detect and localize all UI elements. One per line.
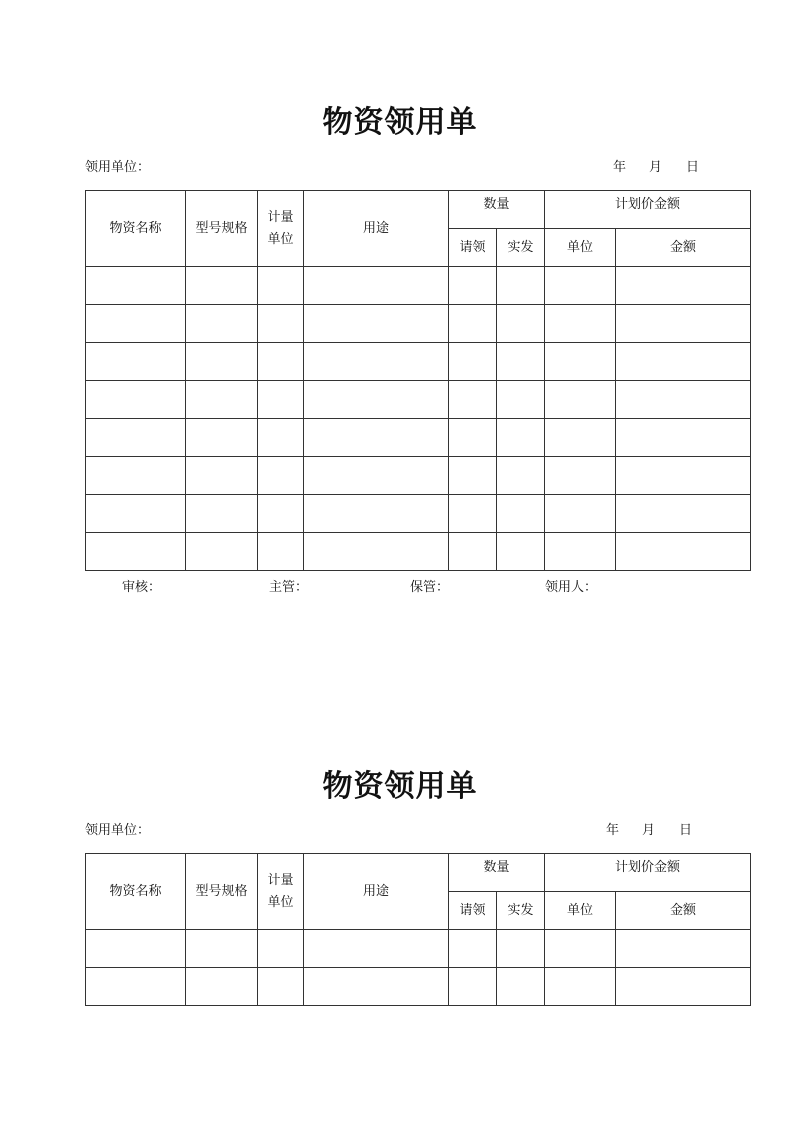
- table-cell[interactable]: [304, 267, 449, 305]
- table-cell[interactable]: [186, 968, 258, 1006]
- table-row: [86, 267, 751, 305]
- table-row: [86, 305, 751, 343]
- table-cell[interactable]: [497, 419, 545, 457]
- table-cell[interactable]: [497, 533, 545, 571]
- header-requested: 请领: [449, 229, 497, 267]
- table-row: [86, 343, 751, 381]
- table-cell[interactable]: [258, 968, 304, 1006]
- table-cell[interactable]: [86, 495, 186, 533]
- table-cell[interactable]: [258, 495, 304, 533]
- table-cell[interactable]: [497, 495, 545, 533]
- table-header-row: [86, 854, 751, 892]
- table-cell[interactable]: [86, 968, 186, 1006]
- header-measure-line1: 计量: [267, 209, 294, 225]
- header-material-name: 物资名称: [86, 854, 186, 930]
- header-material-name: 物资名称: [86, 191, 186, 267]
- header-measure-unit: [258, 854, 304, 930]
- table-cell[interactable]: [616, 381, 751, 419]
- header-measure-unit: [258, 191, 304, 267]
- table-row: [86, 495, 751, 533]
- table-row: [86, 533, 751, 571]
- table-cell[interactable]: [86, 457, 186, 495]
- table-cell[interactable]: [616, 419, 751, 457]
- requisition-unit-label: 领用单位：: [85, 823, 151, 838]
- header-purpose: 用途: [304, 854, 449, 930]
- table-cell[interactable]: [497, 343, 545, 381]
- supervisor-label: 主管：: [269, 580, 309, 595]
- header-amount: 金额: [616, 229, 751, 267]
- table-cell[interactable]: [545, 267, 616, 305]
- table-cell[interactable]: [449, 381, 497, 419]
- table-cell[interactable]: [449, 267, 497, 305]
- table-row: [86, 381, 751, 419]
- table-cell[interactable]: [258, 930, 304, 968]
- table-cell[interactable]: [545, 419, 616, 457]
- header-model-spec: 型号规格: [186, 191, 258, 267]
- header-measure-line2: 单位: [267, 231, 294, 247]
- table-cell[interactable]: [186, 419, 258, 457]
- header-purpose: 用途: [304, 191, 449, 267]
- table-cell[interactable]: [616, 343, 751, 381]
- table-cell[interactable]: [186, 267, 258, 305]
- header-issued: 实发: [497, 892, 545, 930]
- table-cell[interactable]: [186, 305, 258, 343]
- table-cell[interactable]: [449, 495, 497, 533]
- table-cell[interactable]: [304, 305, 449, 343]
- table-cell[interactable]: [616, 930, 751, 968]
- form-title: 物资领用单: [322, 769, 478, 804]
- table-cell[interactable]: [545, 968, 616, 1006]
- table-cell[interactable]: [186, 495, 258, 533]
- table-cell[interactable]: [186, 343, 258, 381]
- table-row: [86, 968, 751, 1006]
- table-cell[interactable]: [449, 419, 497, 457]
- header-requested: 请领: [449, 892, 497, 930]
- table-cell[interactable]: [304, 381, 449, 419]
- table-cell[interactable]: [258, 267, 304, 305]
- table-cell[interactable]: [545, 305, 616, 343]
- table-cell[interactable]: [616, 457, 751, 495]
- table-cell[interactable]: [86, 381, 186, 419]
- table-row: [86, 930, 751, 968]
- table-cell[interactable]: [616, 305, 751, 343]
- table-cell[interactable]: [497, 381, 545, 419]
- table-cell[interactable]: [86, 343, 186, 381]
- year-label: 年: [613, 160, 627, 175]
- month-label: 月: [649, 160, 663, 175]
- table-cell[interactable]: [304, 495, 449, 533]
- table-cell[interactable]: [186, 381, 258, 419]
- header-unit-price: 单位: [545, 229, 616, 267]
- header-quantity: 数量: [449, 854, 545, 892]
- table-cell[interactable]: [86, 267, 186, 305]
- date-fields: [613, 156, 699, 175]
- table-cell[interactable]: [449, 968, 497, 1006]
- table-cell[interactable]: [545, 343, 616, 381]
- table-cell[interactable]: [304, 533, 449, 571]
- table-cell[interactable]: [497, 930, 545, 968]
- table-cell[interactable]: [304, 930, 449, 968]
- table-cell[interactable]: [616, 533, 751, 571]
- table-cell[interactable]: [304, 419, 449, 457]
- header-issued: 实发: [497, 229, 545, 267]
- table-cell[interactable]: [186, 930, 258, 968]
- table-cell[interactable]: [545, 381, 616, 419]
- table-cell[interactable]: [449, 305, 497, 343]
- table-cell[interactable]: [258, 533, 304, 571]
- requisition-table: [85, 190, 751, 571]
- table-cell[interactable]: [258, 381, 304, 419]
- header-measure-line2: 单位: [267, 894, 294, 910]
- table-cell[interactable]: [545, 930, 616, 968]
- table-cell[interactable]: [304, 457, 449, 495]
- requisition-unit-label: 领用单位：: [85, 160, 151, 175]
- table-cell[interactable]: [258, 457, 304, 495]
- table-cell[interactable]: [449, 457, 497, 495]
- table-cell[interactable]: [545, 457, 616, 495]
- header-unit-price: 单位: [545, 892, 616, 930]
- date-fields: [606, 819, 692, 838]
- table-cell[interactable]: [616, 495, 751, 533]
- table-cell[interactable]: [186, 533, 258, 571]
- table-cell[interactable]: [497, 457, 545, 495]
- table-cell[interactable]: [258, 305, 304, 343]
- header-measure-line1: 计量: [267, 872, 294, 888]
- form-title: 物资领用单: [322, 105, 478, 140]
- table-cell[interactable]: [545, 533, 616, 571]
- recipient-label: 领用人：: [545, 580, 598, 595]
- table-cell[interactable]: [86, 533, 186, 571]
- table-cell[interactable]: [258, 343, 304, 381]
- day-label: 日: [686, 160, 700, 175]
- year-label: 年: [606, 823, 620, 838]
- table-cell[interactable]: [497, 305, 545, 343]
- table-cell[interactable]: [497, 267, 545, 305]
- month-label: 月: [642, 823, 656, 838]
- table-cell[interactable]: [258, 419, 304, 457]
- table-cell[interactable]: [497, 968, 545, 1006]
- table-cell[interactable]: [449, 930, 497, 968]
- keeper-label: 保管：: [410, 580, 450, 595]
- header-quantity: 数量: [449, 191, 545, 229]
- table-cell[interactable]: [86, 305, 186, 343]
- table-cell[interactable]: [616, 267, 751, 305]
- requisition-table: [85, 853, 751, 1006]
- audit-label: 审核：: [122, 580, 162, 595]
- table-row: [86, 419, 751, 457]
- table-cell[interactable]: [304, 968, 449, 1006]
- header-planned-amount: 计划价金额: [545, 191, 751, 229]
- table-cell[interactable]: [449, 533, 497, 571]
- table-cell[interactable]: [86, 419, 186, 457]
- header-planned-amount: 计划价金额: [545, 854, 751, 892]
- table-header-row: [86, 191, 751, 229]
- table-cell[interactable]: [616, 968, 751, 1006]
- header-amount: 金额: [616, 892, 751, 930]
- table-row: [86, 457, 751, 495]
- table-cell[interactable]: [545, 495, 616, 533]
- table-cell[interactable]: [86, 930, 186, 968]
- header-model-spec: 型号规格: [186, 854, 258, 930]
- table-cell[interactable]: [186, 457, 258, 495]
- day-label: 日: [679, 823, 693, 838]
- table-cell[interactable]: [449, 343, 497, 381]
- table-cell[interactable]: [304, 343, 449, 381]
